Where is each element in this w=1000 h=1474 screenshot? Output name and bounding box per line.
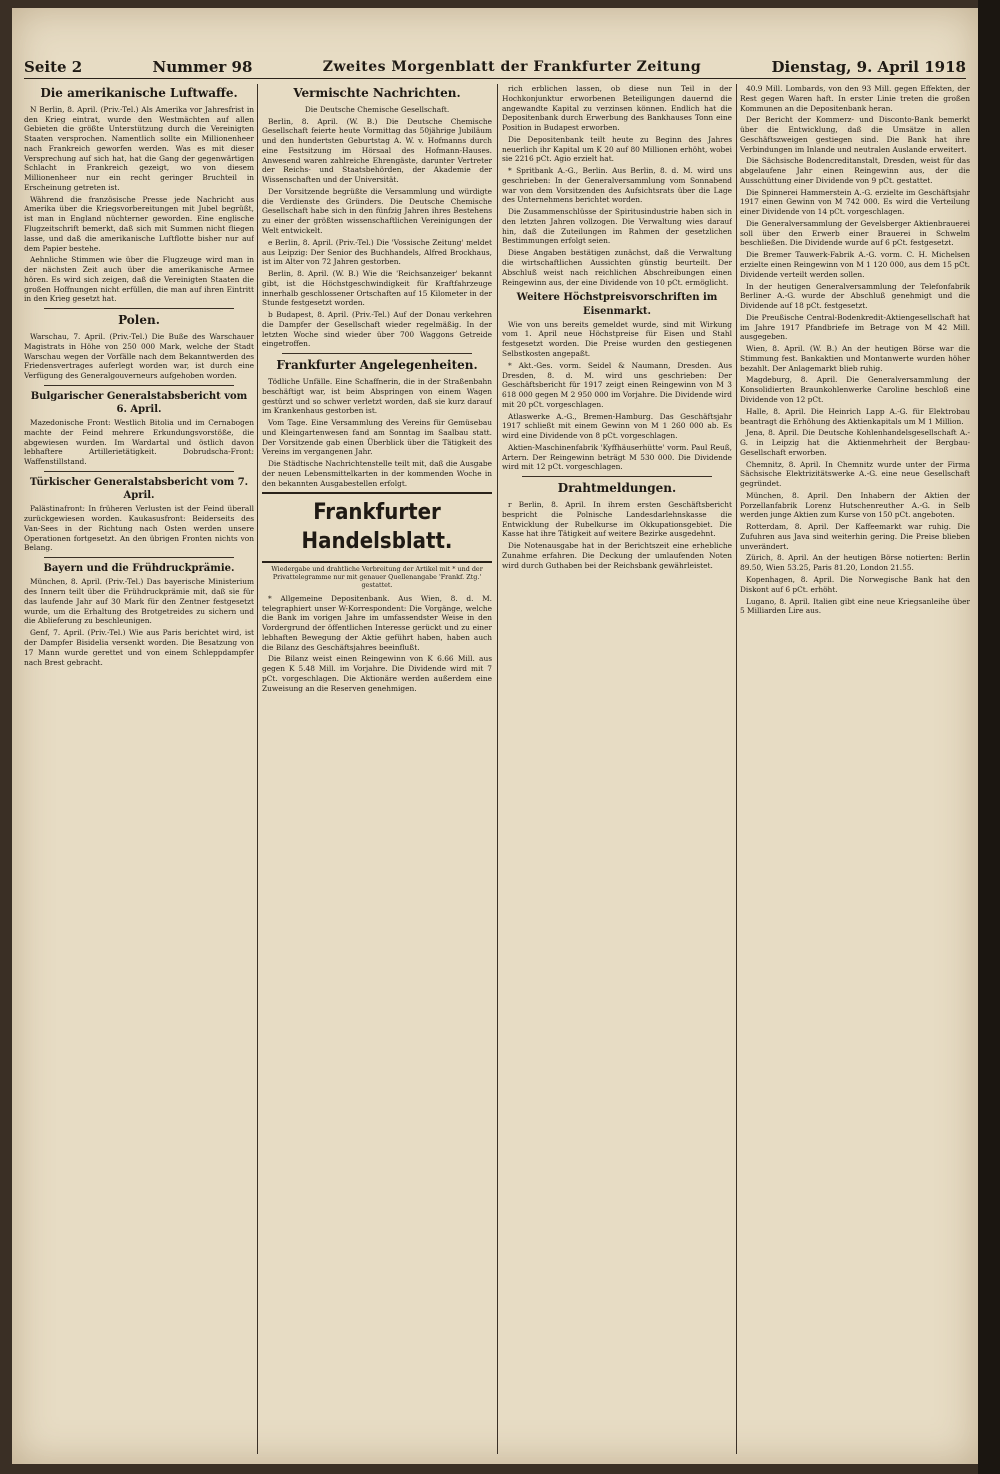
separator bbox=[522, 476, 712, 477]
column-rule bbox=[497, 84, 498, 1454]
article-paragraph: Während die französische Presse jede Nachricht aus Amerika über die Kriegsvorbereitungen mit Jubel begrüßt, ist man in England nüchterner geworden. Eine englische Flugzeitschrift bemerkt, daß sich mit Summen nicht fliegen lasse, und daß die amerikanische Luftflotte bisher nur auf dem Papier bestehe. bbox=[24, 194, 254, 253]
headline-bayern: Bayern und die Frühdruckprämie. bbox=[43, 563, 235, 575]
column-3 bbox=[502, 84, 732, 1454]
headline-vermischte: Vermischte Nachrichten. bbox=[293, 86, 461, 100]
banner-subtitle: Wiedergabe und drahtliche Verbreitung der Artikel mit * und der Privattelegramme nur mit genauer Quellenangabe 'Frankf. Ztg.' gestattet. bbox=[271, 564, 483, 590]
headline-hoechstpreis: Weitere Höchstpreisvorschriften im Eisenmarkt. bbox=[516, 292, 718, 317]
article-paragraph: Die Notenausgabe hat in der Berichtszeit eine erhebliche Zunahme erfahren. Die Deckung der umlaufenden Noten wird durch Guthaben bei der Reichsbank gewährleistet. bbox=[502, 541, 732, 570]
separator bbox=[44, 385, 234, 386]
headline-polen: Polen. bbox=[118, 313, 160, 328]
article-paragraph: Die Bremer Tauwerk-Fabrik A.-G. vorm. C. H. Michelsen erzielte einen Reingewinn von M 1 120 000, aus dem 15 pCt. Dividende verteilt werden sollen. bbox=[740, 250, 970, 279]
article-paragraph: Die Sächsische Bodencreditanstalt, Dresden, weist für das abgelaufene Jahr einen Reingewinn aus, der die Ausschüttung einer Dividende von 9 pCt. gestattet. bbox=[740, 156, 970, 185]
article-paragraph: b Budapest, 8. April. (Priv.-Tel.) Auf der Donau verkehren die Dampfer der Gesellschaft wieder regelmäßig. In der letzten Woche sind wieder über 700 Waggons Getreide eingetroffen. bbox=[262, 310, 492, 349]
article-paragraph: rich erblichen lassen, ob diese nun Teil in der Hochkonjunktur erworbenen Beteiligungen dauernd die angewandte Kapital zu verzinsen können. Endlich hat die Depositenbank durch Erwerbung des Bankhauses Tonn eine Position in Budapest erworben. bbox=[502, 84, 732, 133]
article-paragraph: Aehnliche Stimmen wie über die Flugzeuge wird man in der nächsten Zeit auch über die amerikanische Armee hören. Es wird sich zeigen, daß die Vereinigten Staaten die großen Hoffnungen nicht erfüllen, die man auf ihren Eintritt in den Krieg gesetzt hat. bbox=[24, 255, 254, 304]
page-header bbox=[24, 56, 966, 79]
separator bbox=[44, 557, 234, 558]
article-paragraph: Zürich, 8. April. An der heutigen Börse notierten: Berlin 89.50, Wien 53.25, Paris 81.20, London 21.55. bbox=[740, 553, 970, 573]
article-paragraph: Die Städtische Nachrichtenstelle teilt mit, daß die Ausgabe der neuen Lebensmittelkarten in der kommenden Woche in den bekannten Ausgabestellen erfolgt. bbox=[262, 459, 492, 488]
article-paragraph: Rotterdam, 8. April. Der Kaffeemarkt war ruhig. Die Zufuhren aus Java sind weiterhin gering. Die Preise blieben unverändert. bbox=[740, 522, 970, 551]
headline-turkish-report: Türkischer Generalstabsbericht vom 7. April. bbox=[29, 477, 249, 502]
article-paragraph: Palästinafront: In früheren Verlusten ist der Feind überall zurückgewiesen worden. Kaukasusfront: Beiderseits des Van-Sees in der Richtung nach Osten werden unsere Operationen fortgesetzt. An den übrigen Fronten nichts von Belang. bbox=[24, 504, 254, 553]
article-paragraph: * Spritbank A.-G., Berlin. Aus Berlin, 8. d. M. wird uns geschrieben: In der Generalversammlung vom Sonnabend war von dem Vorsitzenden des Aufsichtsrats über die Lage des Unternehmens berichtet worden. bbox=[502, 166, 732, 205]
issue-number: Nummer 98 bbox=[152, 58, 253, 76]
article-paragraph: In der heutigen Generalversammlung der Telefonfabrik Berliner A.-G. wurde der Abschluß genehmigt und die Dividende auf 18 pCt. festgesetzt. bbox=[740, 281, 970, 311]
subheadline-chemische: Die Deutsche Chemische Gesellschaft. bbox=[304, 104, 450, 114]
article-paragraph: Die Zusammenschlüsse der Spiritusindustrie haben sich in den letzten Jahren vollzogen. Die Verwaltung wies darauf hin, daß die Zuteilungen im Rahmen der gesetzlichen Bestimmungen erfolgt seien. bbox=[502, 207, 732, 246]
newspaper-title: Zweites Morgenblatt der Frankfurter Zeitung bbox=[322, 59, 702, 75]
article-paragraph: * Allgemeine Depositenbank. Aus Wien, 8. d. M. telegraphiert unser W-Korrespondent: Die Vorgänge, welche die Bank im vorigen Jahre im umfassendster Weise in den Vordergrund der öffentlichen Interesse gerückt und zu einer lebhaften Bewegung der Aktie geführt haben, haben auch die Bilanz des Geschäftsjahres beeinflußt. bbox=[262, 593, 492, 652]
article-paragraph: Kopenhagen, 8. April. Die Norwegische Bank hat den Diskont auf 6 pCt. erhöht. bbox=[740, 574, 970, 594]
article-paragraph: Der Vorsitzende begrüßte die Versammlung und würdigte die Verdienste des Gründers. Die Deutsche Chemische Gesellschaft habe sich in den fünfzig Jahren ihres Bestehens zu einer der größten wissenschaftlichen Vereinigungen der Welt entwickelt. bbox=[262, 186, 492, 236]
article-paragraph: e Berlin, 8. April. (Priv.-Tel.) Die 'Vossische Zeitung' meldet aus Leipzig: Der Senior des Buchhandels, Alfred Brockhaus, ist im Alter von 72 Jahren gestorben. bbox=[262, 237, 492, 267]
article-paragraph: Mazedonische Front: Westlich Bitolia und im Cernabogen machte der Feind mehrere Erkundungsvorstöße, die abgewiesen wurden. Im Wardartal und östlich davon lebhaftere Artillerietätigkeit. Dobrudscha-Front: Waffenstillstand. bbox=[24, 418, 254, 467]
article-paragraph: Berlin, 8. April. (W. B.) Wie die 'Reichsanzeiger' bekannt gibt, ist die Höchstgeschwindigkeit für Kraftfahrzeuge innerhalb geschlossener Ortschaften auf 15 Kilometer in der Stunde festgesetzt worden. bbox=[262, 269, 492, 308]
column-rule bbox=[257, 84, 258, 1454]
article-paragraph: Berlin, 8. April. (W. B.) Die Deutsche Chemische Gesellschaft feierte heute Vormittag das 50jährige Jubiläum und den hundertsten Geburtstag A. W. v. Hofmanns durch eine Festsitzung im Hörsaal des Hofmann-Hauses. Anwesend waren zahlreiche Ehrengäste, darunter Vertreter der Reichs- und Staatsbehörden, der Akademie der Wissenschaften und der Universität. bbox=[262, 116, 492, 185]
separator bbox=[44, 471, 234, 472]
article-paragraph: Warschau, 7. April. (Priv.-Tel.) Die Buße des Warschauer Magistrats in Höhe von 250 000 Mark, welche der Stadt Warschau wegen der Vorfälle nach dem Bekanntwerden des Friedensvertrages auferlegt worden war, ist durch eine Verfügung des Generalgouverneurs aufgehoben worden. bbox=[24, 331, 254, 381]
page-number: Seite 2 bbox=[24, 58, 83, 76]
headline-frankfurter-angelegenheiten: Frankfurter Angelegenheiten. bbox=[276, 358, 478, 373]
article-paragraph: Wien, 8. April. (W. B.) An der heutigen Börse war die Stimmung fest. Bankaktien und Montanwerte wurden höher bezahlt. Der Anlagemarkt blieb ruhig. bbox=[740, 344, 970, 373]
article-paragraph: Der Bericht der Kommerz- und Disconto-Bank bemerkt über die Entwicklung, daß die Umsätze in allen Geschäftszweigen gestiegen sind. Die Bank hat ihre Verbindungen im Inlande und neutralen Auslande erweitert. bbox=[740, 115, 970, 154]
article-paragraph: Tödliche Unfälle. Eine Schaffnerin, die in der Straßenbahn beschäftigt war, ist beim Abspringen von einem Wagen gestürzt und so schwer verletzt worden, daß sie kurz darauf im Krankenhaus gestorben ist. bbox=[262, 377, 492, 416]
article-paragraph: Chemnitz, 8. April. In Chemnitz wurde unter der Firma Sächsische Elektrizitätswerke A.-G. eine neue Gesellschaft gegründet. bbox=[740, 459, 970, 489]
article-paragraph: N Berlin, 8. April. (Priv.-Tel.) Als Amerika vor Jahresfrist in den Krieg eintrat, wurde den Westmächten auf allen Gebieten die größte Unterstützung durch die Vereinigten Staaten versprochen. Namentlich sollte ein Millionenheer nach Frankreich geworfen werden. Was es mit dieser Versprechung auf sich hat, hat die Gang der gegenwärtigen Schlacht in Frankreich gezeigt, wo von diesem Millionenheer nur ein recht geringer Bruchteil in Erscheinung getreten ist. bbox=[24, 104, 254, 192]
newspaper-page bbox=[12, 8, 978, 1464]
headline-luftwaffe: Die amerikanische Luftwaffe. bbox=[40, 86, 238, 100]
separator bbox=[44, 308, 234, 309]
article-paragraph: Die Preußische Central-Bodenkredit-Aktiengesellschaft hat im Jahre 1917 Pfandbriefe im Betrage von M 42 Mill. ausgegeben. bbox=[740, 312, 970, 342]
article-paragraph: Die Depositenbank teilt heute zu Beginn des Jahres neuerlich ihr Kapital um K 20 auf 80 Millionen erhöht, wobei sie 2216 pCt. Agio erzielt hat. bbox=[502, 134, 732, 164]
issue-date: Dienstag, 9. April 1918 bbox=[771, 58, 966, 76]
article-paragraph: Genf, 7. April. (Priv.-Tel.) Wie aus Paris berichtet wird, ist der Dampfer Bisidelia versenkt worden. Die Besatzung von 17 Mann wurde gerettet und von einem Schleppdampfer nach Brest gebracht. bbox=[24, 628, 254, 667]
column-rule bbox=[736, 84, 737, 1454]
column-4 bbox=[740, 84, 970, 1454]
article-paragraph: Die Bilanz weist einen Reingewinn von K 6.66 Mill. aus gegen K 5.48 Mill. im Vorjahre. Die Dividende wird mit 7 pCt. vorgeschlagen. Die Aktionäre werden außerdem eine Zuweisung an die Reserven genehmigen. bbox=[262, 654, 492, 693]
article-paragraph: München, 8. April. Den Inhabern der Aktien der Porzellanfabrik Lorenz Hutschenreuther A.-G. in Selb werden junge Aktien zum Kurse von 150 pCt. angeboten. bbox=[740, 490, 970, 520]
article-paragraph: Diese Angaben bestätigen zunächst, daß die Verwaltung die wirtschaftlichen Aussichten günstig beurteilt. Der Abschluß weist nach reichlichen Abschreibungen einen Reingewinn aus, der eine Dividende von 10 pCt. ermöglicht. bbox=[502, 248, 732, 287]
article-paragraph: München, 8. April. (Priv.-Tel.) Das bayerische Ministerium des Innern teilt über die Frühdruckprämie mit, daß sie für das laufende Jahr auf 30 Mark für den Zentner festgesetzt wurde, um die Erhaltung des Brotgetreides zu sichern und die Ablieferung zu beschleunigen. bbox=[24, 577, 254, 626]
article-paragraph: r Berlin, 8. April. In ihrem ersten Geschäftsbericht bespricht die Polnische Landesdarlehnskasse die Entwicklung der Rubelkurse im Okkupationsgebiet. Die Kasse hat ihre Tätigkeit auf weitere Bezirke ausgedehnt. bbox=[502, 500, 732, 539]
headline-bulgarian-report: Bulgarischer Generalstabsbericht vom 6. April. bbox=[30, 390, 248, 415]
article-paragraph: Atlaswerke A.-G., Bremen-Hamburg. Das Geschäftsjahr 1917 schließt mit einem Gewinn von M 1 260 000 ab. Es wird eine Dividende von 8 pCt. vorgeschlagen. bbox=[502, 411, 732, 441]
section-banner-handelsblatt: Frankfurter Handelsblatt. bbox=[262, 492, 492, 562]
page-edge bbox=[978, 0, 1000, 1474]
article-paragraph: Halle, 8. April. Die Heinrich Lapp A.-G. für Elektrobau beantragt die Erhöhung des Aktienkapitals um M 1 Million. bbox=[740, 406, 970, 426]
article-paragraph: Jena, 8. April. Die Deutsche Kohlenhandelsgesellschaft A.-G. in Leipzig hat die Aktienmehrheit der Bergbau-Gesellschaft erworben. bbox=[740, 428, 970, 457]
article-paragraph: Die Generalversammlung der Gevelsberger Aktienbrauerei soll über den Erwerb einer Brauerei in Schwelm beschließen. Die Dividende wurde auf 6 pCt. festgesetzt. bbox=[740, 218, 970, 248]
article-paragraph: 40.9 Mill. Lombards, von den 93 Mill. gegen Effekten, der Rest gegen Waren haft. In erster Linie treten die großen Kommunen an die Depositenbank heran. bbox=[740, 84, 970, 113]
column-1 bbox=[24, 84, 254, 1454]
headline-drahtmeldungen: Drahtmeldungen. bbox=[557, 481, 677, 496]
article-paragraph: Lugano, 8. April. Italien gibt eine neue Kriegsanleihe über 5 Milliarden Lire aus. bbox=[740, 596, 970, 616]
article-paragraph: Die Spinnerei Hammerstein A.-G. erzielte im Geschäftsjahr 1917 einen Gewinn von M 742 000. Es wird die Verteilung einer Dividende von 14 pCt. vorgeschlagen. bbox=[740, 187, 970, 217]
separator bbox=[282, 353, 472, 354]
article-paragraph: Magdeburg, 8. April. Die Generalversammlung der Konsolidierten Braunkohlenwerke Caroline beschloß eine Dividende von 12 pCt. bbox=[740, 375, 970, 404]
article-paragraph: Wie von uns bereits gemeldet wurde, sind mit Wirkung vom 1. April neue Höchstpreise für Eisen und Stahl festgesetzt worden. Die Preise wurden den gestiegenen Selbstkosten angepaßt. bbox=[502, 319, 732, 358]
article-paragraph: Aktien-Maschinenfabrik 'Kyffhäuserhütte' vorm. Paul Reuß, Artern. Der Reingewinn beträgt M 530 000. Die Dividende wird mit 12 pCt. vorgeschlagen. bbox=[502, 442, 732, 472]
article-paragraph: * Akt.-Ges. vorm. Seidel & Naumann, Dresden. Aus Dresden, 8. d. M. wird uns geschrieben: Der Geschäftsbericht für 1917 zeigt einen Reingewinn von M 3 618 000 gegen M 2 950 000 im Vorjahre. Die Dividende wird mit 20 pCt. vorgeschlagen. bbox=[502, 360, 732, 409]
article-paragraph: Vom Tage. Eine Versammlung des Vereins für Gemüsebau und Kleingartenwesen fand am Sonntag im Saalbau statt. Der Vorsitzende gab einen Überblick über die Tätigkeit des Vereins im vergangenen Jahr. bbox=[262, 418, 492, 457]
column-2 bbox=[262, 84, 492, 1454]
